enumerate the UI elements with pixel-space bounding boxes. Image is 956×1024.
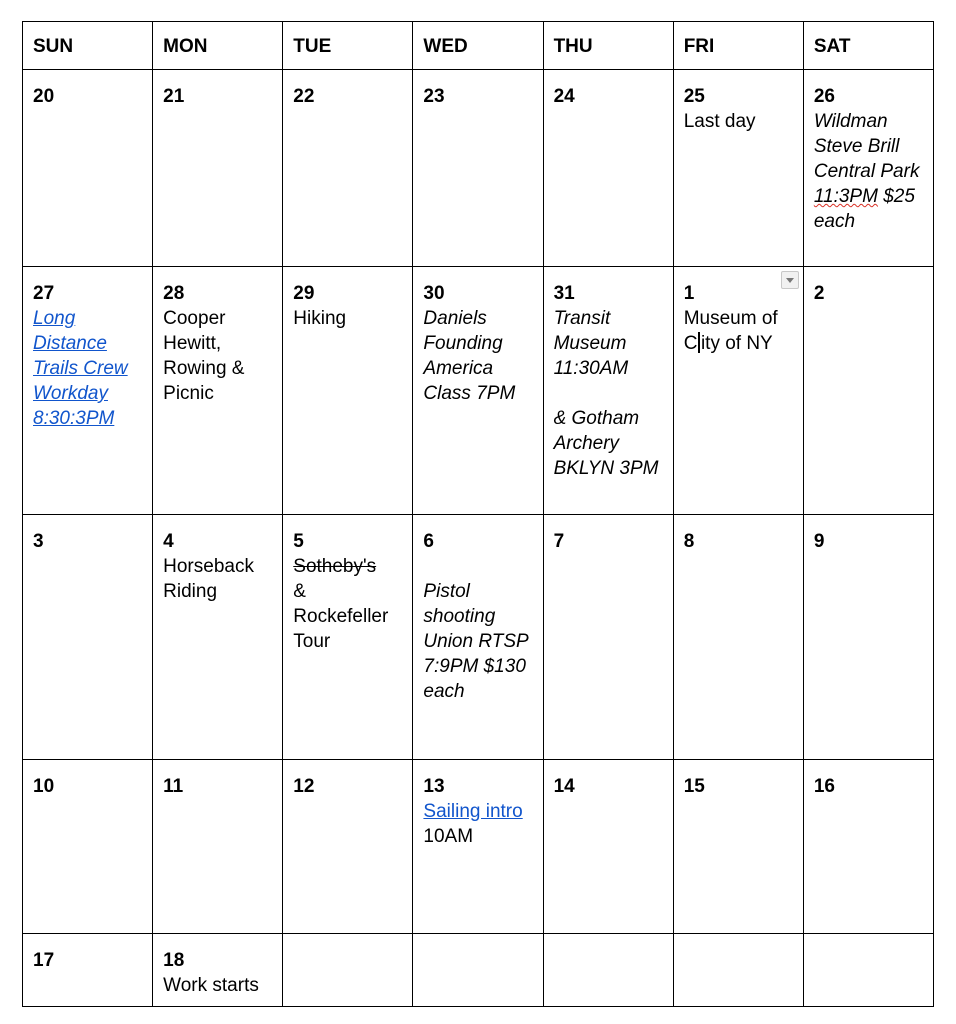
day-number: 6 [423,531,434,552]
header-wed[interactable]: WED [413,22,543,70]
day-number: 11 [163,776,184,797]
event-text [814,109,923,234]
day-cell[interactable] [413,70,543,267]
day-number: 9 [813,531,825,552]
event-text: Work starts [163,975,259,996]
event-text: & Gotham Archery BKLYN 3PM [553,408,659,479]
line-gap [554,381,663,406]
day-number: 27 [33,283,55,304]
empty-cell[interactable] [673,934,803,1007]
day-cell[interactable] [153,515,283,760]
event-text: & Rockefeller Tour [293,581,389,652]
day-number: 4 [163,531,174,552]
day-number: 1 [683,283,695,304]
misspelled-word[interactable]: 11:3PM [813,186,878,207]
event-text: Transit Museum 11:30AM [553,308,629,379]
day-number: 7 [553,531,565,552]
day-number: 31 [553,283,575,304]
day-cell[interactable] [23,267,153,515]
event-text-part: ity of NY [700,333,773,354]
day-cell[interactable] [803,70,933,267]
day-number: 10 [33,776,55,797]
event-link[interactable]: Long Distance Trails Crew Workday 8:30:3PM [33,308,128,429]
empty-cell[interactable] [543,934,673,1007]
day-cell[interactable] [283,267,413,515]
event-link[interactable]: Sailing intro [423,801,523,822]
week-row-4 [23,760,934,934]
empty-cell[interactable] [413,934,543,1007]
day-number: 26 [813,86,835,107]
day-cell[interactable] [153,934,283,1007]
event-text [684,306,793,356]
header-mon[interactable]: MON [153,22,283,70]
day-cell[interactable] [673,515,803,760]
day-cell[interactable] [413,760,543,934]
event-text [423,799,532,849]
day-number: 2 [813,283,825,304]
event-text: Horseback Riding [163,556,254,602]
day-number: 24 [553,86,575,107]
day-cell[interactable] [23,515,153,760]
event-text-part: Museum of C [683,308,778,354]
line-gap [423,554,532,579]
day-cell[interactable] [673,760,803,934]
day-cell[interactable] [23,760,153,934]
day-cell[interactable] [543,267,673,515]
event-text-part: Wildman Steve Brill Central Park [813,111,920,182]
day-cell[interactable] [413,267,543,515]
day-number: 15 [683,776,705,797]
day-cell[interactable] [23,70,153,267]
day-cell[interactable] [283,760,413,934]
header-tue[interactable]: TUE [283,22,413,70]
day-number: 22 [293,86,315,107]
day-cell[interactable] [673,70,803,267]
day-cell[interactable] [413,515,543,760]
event-text: Hiking [293,308,347,329]
day-cell[interactable] [803,760,933,934]
header-fri[interactable]: FRI [673,22,803,70]
header-sat[interactable]: SAT [803,22,933,70]
day-number: 30 [423,283,445,304]
empty-cell[interactable] [803,934,933,1007]
day-number: 21 [163,86,185,107]
day-number: 16 [813,776,835,797]
dropdown-arrow-icon[interactable] [781,271,799,289]
week-row-2 [23,267,934,515]
day-number: 20 [33,86,55,107]
header-thu[interactable]: THU [543,22,673,70]
day-cell[interactable] [543,760,673,934]
event-text-part: $25 each [813,186,915,232]
header-sun[interactable]: SUN [23,22,153,70]
event-text: Daniels Founding America Class 7PM [423,308,516,404]
day-number: 3 [33,531,44,552]
day-number: 14 [553,776,575,797]
day-number: 12 [293,776,315,797]
text-cursor [698,332,700,353]
week-row-1 [23,70,934,267]
day-cell[interactable] [803,515,933,760]
event-text: Last day [683,111,756,132]
event-text-part: 10AM [423,826,474,847]
day-cell[interactable] [283,70,413,267]
day-cell[interactable] [153,760,283,934]
day-number: 28 [163,283,185,304]
day-cell[interactable] [283,515,413,760]
day-number: 5 [293,531,304,552]
week-row-5 [23,934,934,1007]
calendar-table [22,21,934,1007]
day-number: 8 [683,531,695,552]
empty-cell[interactable] [283,934,413,1007]
day-cell[interactable] [803,267,933,515]
day-cell[interactable] [153,70,283,267]
event-text: Cooper Hewitt, Rowing & Picnic [163,308,245,404]
day-cell[interactable] [23,934,153,1007]
day-number: 17 [33,950,55,971]
day-number: 25 [683,86,705,107]
event-text-struck: Sotheby's [293,556,377,577]
header-row [23,22,934,70]
day-number: 29 [293,283,315,304]
day-cell[interactable] [543,70,673,267]
day-cell[interactable] [153,267,283,515]
day-number: 18 [163,950,185,971]
day-cell-active[interactable] [673,267,803,515]
day-cell[interactable] [543,515,673,760]
day-number: 23 [423,86,445,107]
week-row-3 [23,515,934,760]
day-number: 13 [423,776,445,797]
event-text: Pistol shooting Union RTSP 7:9PM $130 each [423,581,528,702]
